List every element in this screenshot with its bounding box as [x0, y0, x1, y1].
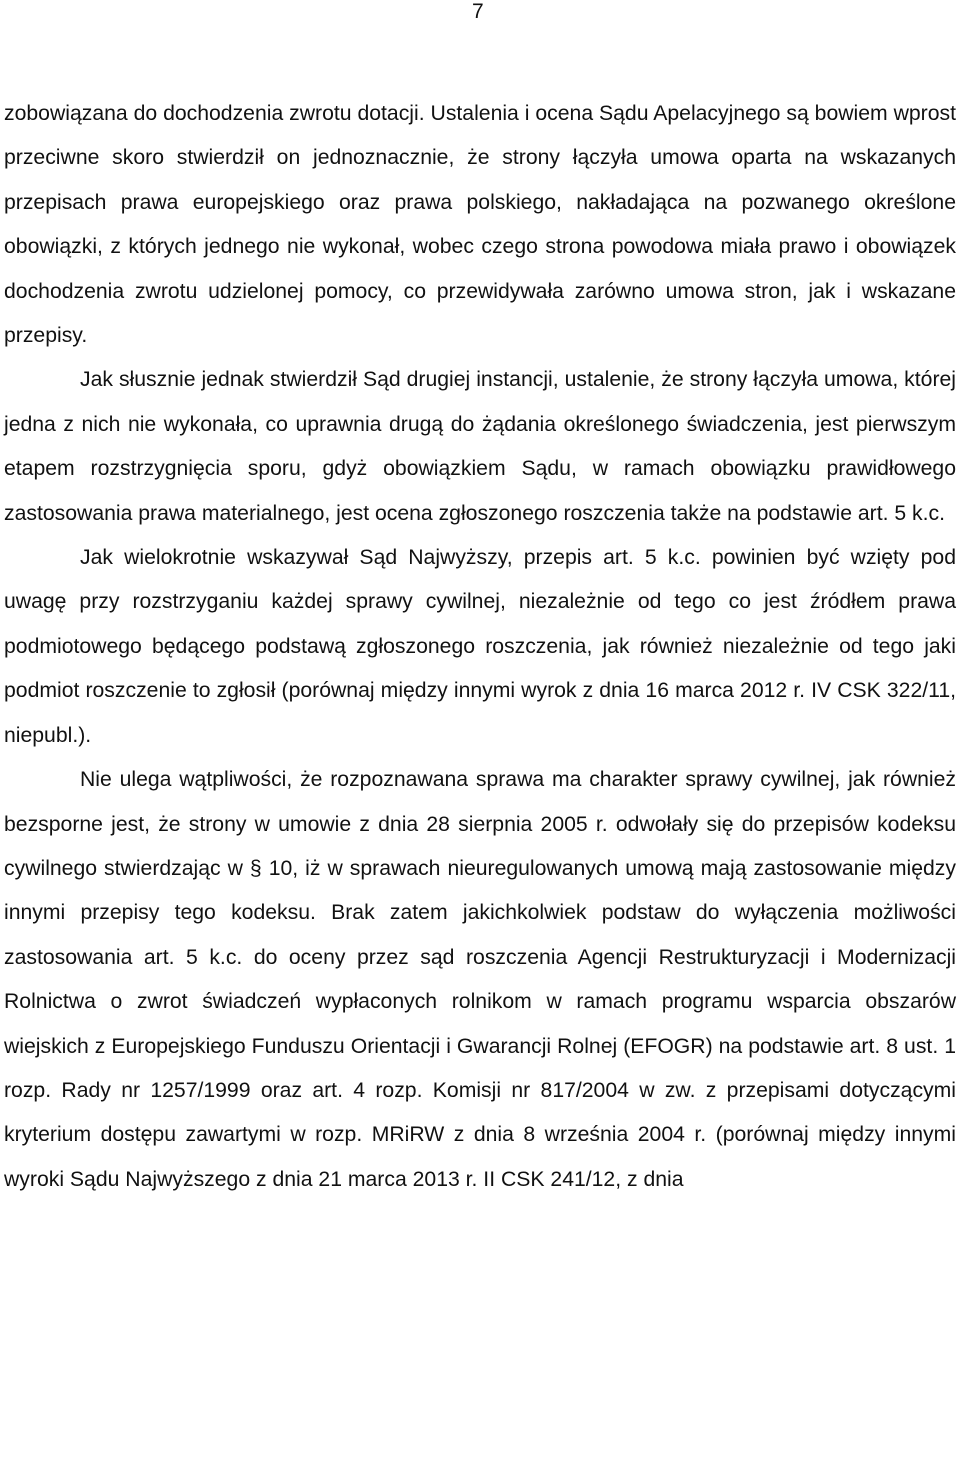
page-number: 7	[472, 0, 484, 23]
paragraph-1: zobowiązana do dochodzenia zwrotu dotacji. Ustalenia i ocena Sądu Apelacyjnego są bowiem wprost przeciwne skoro stwierdził on jednoznacznie, że strony łączyła umowa oparta na wskazanych przepisach prawa europejskiego oraz prawa polskiego, nakładająca na pozwanego określone obowiązki, z których jednego nie wykonał, wobec czego strona powodowa miała prawo i obowiązek dochodzenia zwrotu udzielonej pomocy, co przewidywała zarówno umowa stron, jak i wskazane przepisy.	[4, 102, 956, 348]
paragraph-2: Jak słusznie jednak stwierdził Sąd drugiej instancji, ustalenie, że strony łączyła umowa, której jedna z nich nie wykonała, co uprawnia drugą do żądania określonego świadczenia, jest pierwszym etapem rozstrzygnięcia sporu, gdyż obowiązkiem Sądu, w ramach obowiązku prawidłowego zastosowania prawa materialnego, jest ocena zgłoszonego roszczenia także na podstawie art. 5 k.c.	[4, 368, 956, 525]
paragraph-3: Jak wielokrotnie wskazywał Sąd Najwyższy, przepis art. 5 k.c. powinien być wzięty pod uwagę przy rozstrzyganiu każdej sprawy cywilnej, niezależnie od tego co jest źródłem prawa podmiotowego będącego podstawą zgłoszonego roszczenia, jak również niezależnie od tego jaki podmiot roszczenie to zgłosił (porównaj między innymi wyrok z dnia 16 marca 2012 r. IV CSK 322/11, niepubl.).	[4, 546, 956, 747]
paragraph-4: Nie ulega wątpliwości, że rozpoznawana sprawa ma charakter sprawy cywilnej, jak również bezsporne jest, że strony w umowie z dnia 28 sierpnia 2005 r. odwołały się do przepisów kodeksu cywilnego stwierdzając w § 10, iż w sprawach nieuregulowanych umową mają zastosowanie między innymi przepisy tego kodeksu. Brak zatem jakichkolwiek podstaw do wyłączenia możliwości zastosowania art. 5 k.c. do oceny przez sąd roszczenia Agencji Restrukturyzacji i Modernizacji Rolnictwa o zwrot świadczeń wypłaconych rolnikom w ramach programu wsparcia obszarów wiejskich z Europejskiego Funduszu Orientacji i Gwarancji Rolnej (EFOGR) na podstawie art. 8 ust. 1 rozp. Rady nr 1257/1999 oraz art. 4 rozp. Komisji nr 817/2004 w zw. z przepisami dotyczącymi kryterium dostępu zawartymi w rozp. MRiRW z dnia 8 września 2004 r. (porównaj między innymi wyroki Sądu Najwyższego z dnia 21 marca 2013 r. II CSK 241/12, z dnia	[4, 768, 956, 1191]
document-body	[4, 92, 956, 1202]
